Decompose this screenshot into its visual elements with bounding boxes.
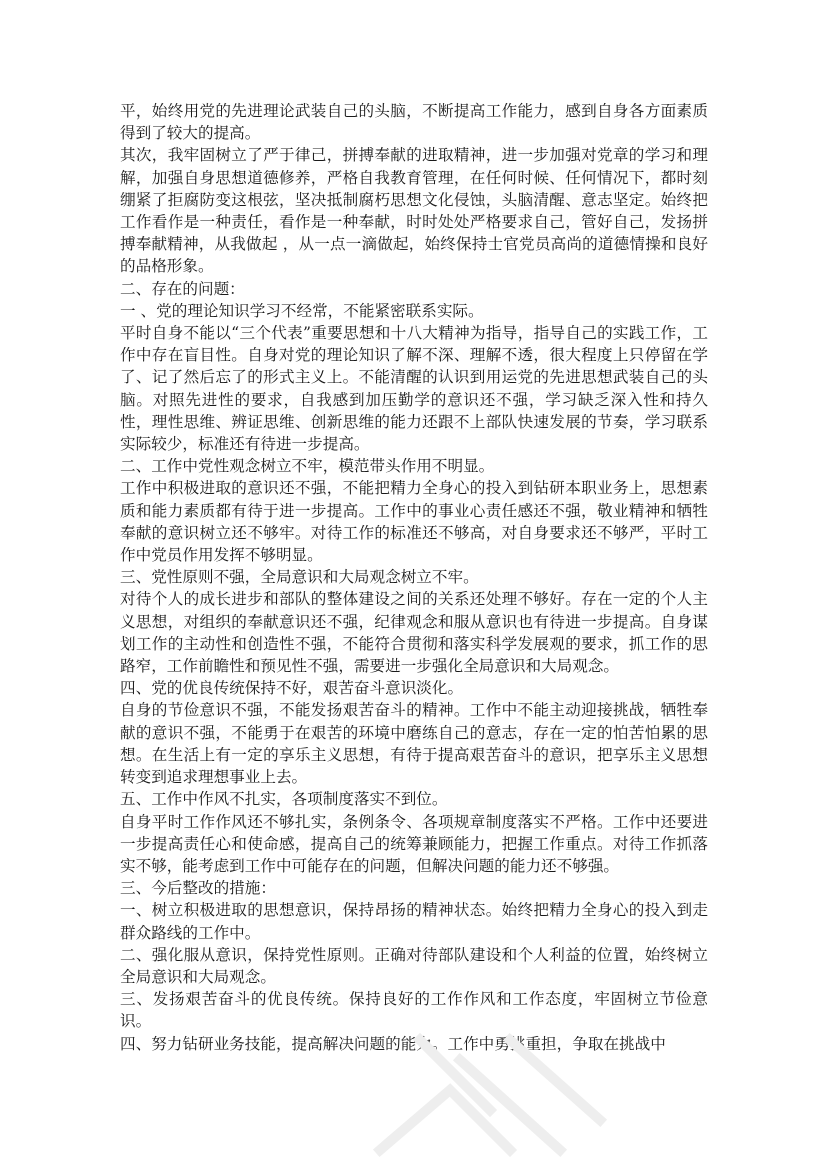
problem-heading-4: 四、党的优良传统保持不好，艰苦奋斗意识淡化。 [120,679,464,698]
paragraph-intro-end: 平，始终用党的先进理论武装自己的头脑，不断提高工作能力，感到自身各方面素质得到了较大的提高。 [120,102,708,143]
problem-body-2: 工作中积极进取的意识还不强，不能把精力全身心的投入到钻研本职业务上，思想素质和能力素质都有待于进一步提高。工作中的事业心责任感还不强，敬业精神和牺牲奉献的意识树立还不够牢。对待工作的标准还不够高，对自身要求还不够严，平时工作中党员作用发挥不够明显。 [120,479,708,565]
measure-1: 一、树立积极进取的思想意识，保持昂扬的精神状态。始终把精力全身心的投入到走群众路线的工作中。 [120,901,708,942]
problem-body-1: 平时自身不能以“三个代表”重要思想和十八大精神为指导，指导自己的实践工作，工作中存在盲目性。自身对党的理论知识了解不深、理解不透，很大程度上只停留在学了、记了然后忘了的形式主义上。不能清醒的认识到用运党的先进思想武装自己的头脑。对照先进性的要求，自我感到加压勤学的意识还不强，学习缺乏深入性和持久性，理性思维、辨证思维、创新思维的能力还跟不上部队快速发展的节奏，学习联系实际较少，标准还有待进一步提高。 [120,324,708,454]
problem-heading-2: 二、工作中党性观念树立不牢，模范带头作用不明显。 [120,457,495,476]
paragraph-second-point: 其次，我牢固树立了严于律己，拼搏奉献的进取精神，进一步加强对党章的学习和理解，加强自身思想道德修养，严格自我教育管理，在任何时候、任何情况下，都时刻绷紧了拒腐防变这根弦，坚决抵制腐朽思想文化侵蚀，头脑清醒、意志坚定。始终把工作看作是一种责任，看作是一种奉献，时时处处严格要求自己，管好自己，发扬拼搏奉献精神，从我做起 ，从一点一滴做起，始终保持士官党员高尚的道德情操和良好的品格形象。 [120,146,708,276]
problem-heading-3: 三、党性原则不强，全局意识和大局观念树立不牢。 [120,568,479,587]
measure-4: 四、努力钻研业务技能，提高解决问题的能力。工作中勇挑重担，争取在挑战中 [120,1034,666,1053]
section-heading-measures: 三、今后整改的措施： [120,879,276,898]
measure-2: 二、强化服从意识，保持党性原则。正确对待部队建设和个人利益的位置，始终树立全局意识和大局观念。 [120,945,708,986]
problem-body-4: 自身的节俭意识不强，不能发扬艰苦奋斗的精神。工作中不能主动迎接挑战，牺牲奉献的意识不强，不能勇于在艰苦的环境中磨练自己的意志，存在一定的怕苦怕累的思想。在生活上有一定的享乐主义思想，有待于提高艰苦奋斗的意识，把享乐主义思想转变到追求理想事业上去。 [120,701,708,787]
problem-heading-1: 一 、党的理论知识学习不经常，不能紧密联系实际。 [120,301,484,320]
section-heading-problems: 二、存在的问题： [120,279,245,298]
problem-body-3: 对待个人的成长进步和部队的整体建设之间的关系还处理不够好。存在一定的个人主义思想，对组织的奉献意识还不强，纪律观念和服从意识也有待进一步提高。自身谋划工作的主动性和创造性不强，不能符合贯彻和落实科学发展观的要求，抓工作的思路窄，工作前瞻性和预见性不强，需要进一步强化全局意识和大局观念。 [120,590,708,676]
problem-heading-5: 五、工作中作风不扎实，各项制度落实不到位。 [120,790,448,809]
problem-body-5: 自身平时工作作风还不够扎实，条例条令、各项规章制度落实不严格。工作中还要进一步提高责任心和使命感，提高自己的统筹兼顾能力，把握工作重点。对待工作抓落实不够，能考虑到工作中可能存在的问题，但解决问题的能力还不够强。 [120,812,708,875]
measure-3: 三、发扬艰苦奋斗的优良传统。保持良好的工作作风和工作态度，牢固树立节俭意识。 [120,990,708,1031]
document-body [120,100,708,1055]
